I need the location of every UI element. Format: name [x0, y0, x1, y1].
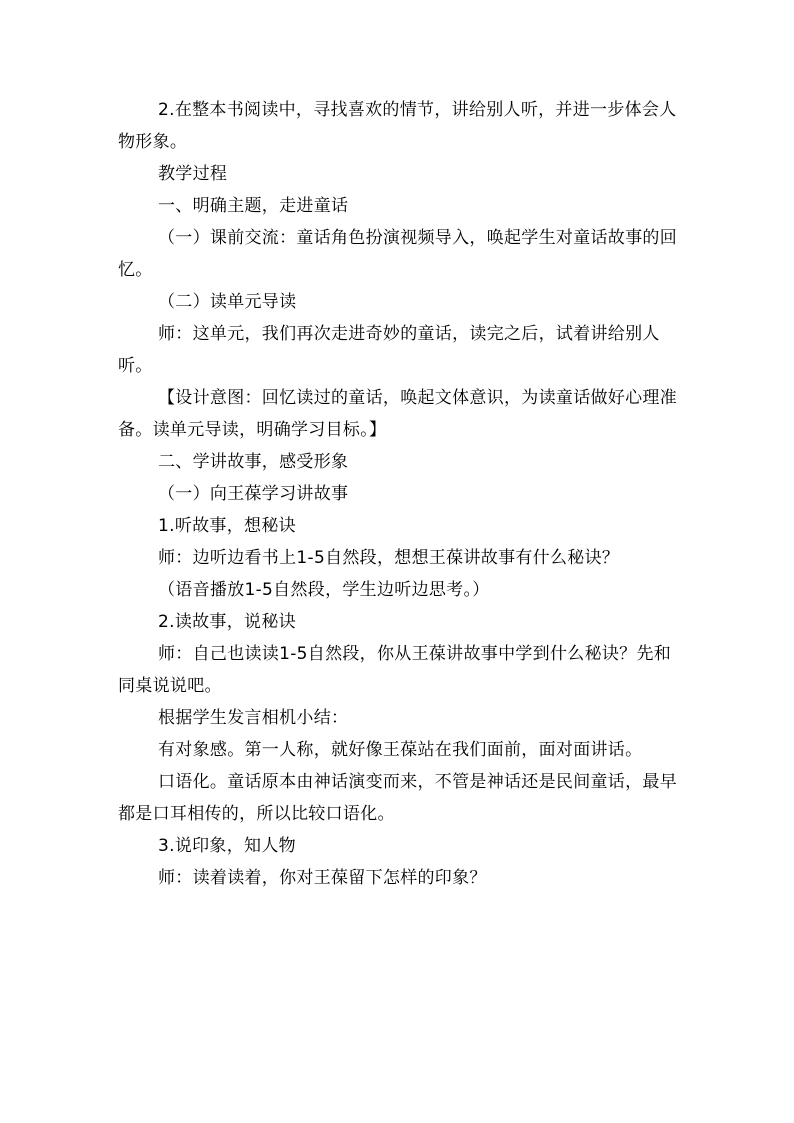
paragraph-design-intent: 【设计意图：回忆读过的童话，唤起文体意识，为读童话做好心理准备。读单元导读，明确学习目标。】: [118, 388, 677, 440]
paragraph-step-3-title: 3.说印象，知人物: [158, 836, 296, 856]
paragraph-audience-sense: 有对象感。第一人称，就好像王葆站在我们面前，面对面讲话。: [158, 740, 643, 760]
document-body: [118, 94, 680, 894]
paragraph-section-2-title: 二、学讲故事，感受形象: [158, 452, 349, 472]
paragraph-section-1-title: 一、明确主题，走进童话: [158, 196, 349, 216]
paragraph-teacher-read: 师：自己也读读1-5自然段，你从王葆讲故事中学到什么秘诀？先和同桌说说吧。: [118, 644, 672, 696]
paragraph-teacher-impression: 师：读着读着，你对王葆留下怎样的印象？: [158, 868, 487, 888]
paragraph-unit-guide-title: （二）读单元导读: [158, 292, 297, 312]
paragraph-pre-class-exchange: （一）课前交流：童话角色扮演视频导入，唤起学生对童话故事的回忆。: [118, 228, 677, 280]
paragraph-summary-intro: 根据学生发言相机小结：: [158, 708, 349, 728]
paragraph-goal-2: 2.在整本书阅读中，寻找喜欢的情节，讲给别人听，并进一步体会人物形象。: [118, 100, 677, 152]
paragraph-step-1-title: 1.听故事，想秘诀: [158, 516, 296, 536]
paragraph-audio-note: （语音播放1-5自然段，学生边听边思考。）: [158, 580, 490, 600]
paragraph-teacher-intro: 师：这单元，我们再次走进奇妙的童话，读完之后，试着讲给别人听。: [118, 324, 660, 376]
paragraph-learn-from-wangbao: （一）向王葆学习讲故事: [158, 484, 349, 504]
paragraph-heading-teaching-process: 教学过程: [158, 164, 228, 184]
paragraph-step-2-title: 2.读故事，说秘诀: [158, 612, 296, 632]
paragraph-teacher-listen: 师：边听边看书上1-5自然段，想想王葆讲故事有什么秘诀？: [158, 548, 620, 568]
paragraph-colloquial: 口语化。童话原本由神话演变而来，不管是神话还是民间童话，最早都是口耳相传的，所以比较口语化。: [118, 772, 677, 824]
